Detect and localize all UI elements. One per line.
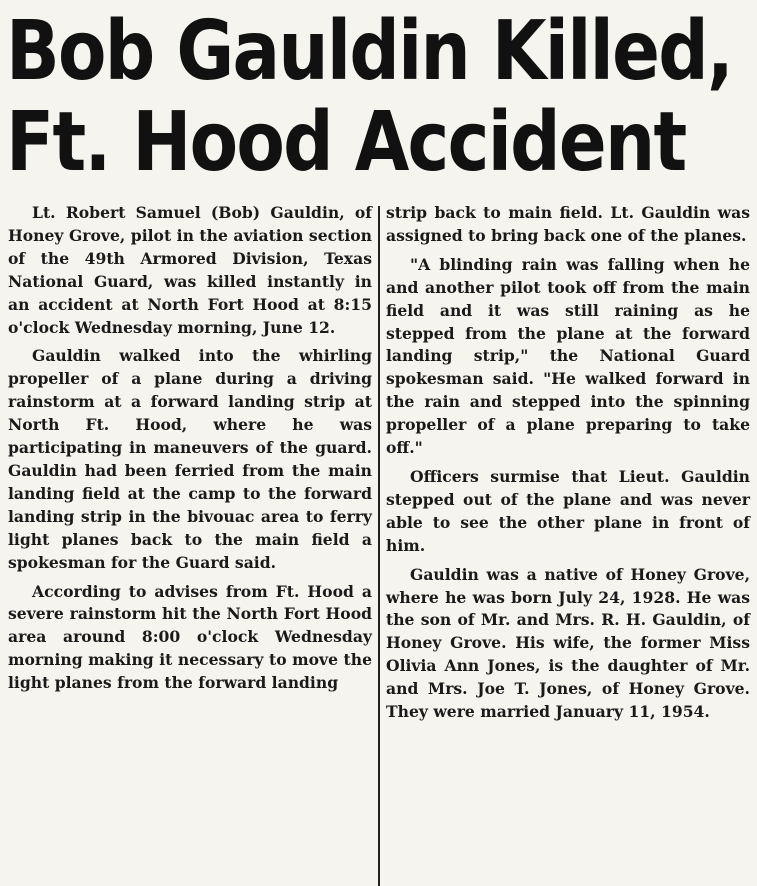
paragraph-intro: Lt. Robert Samuel (Bob) Gauldin, of Honey Grove, pilot in the aviation section of the 49th Armored Division, Texas National Guard, was killed instantly in an accident at North Fort Hood at 8:15 o'clock Wednesday morning, June 12. [8, 203, 372, 337]
column-divider [378, 206, 380, 886]
article-column-left [8, 202, 372, 701]
headline-line-1: Bob Gauldin Killed, [6, 4, 733, 99]
paragraph-accident: Gauldin walked into the whirling propeller of a plane during a driving rainstorm at a forward landing strip at North Ft. Hood, where he was participating in maneuvers of the guard. Gauldin had been ferried from the main landing field at the camp to the forward landing strip in the bivouac area to ferry light planes back to the main field a spokesman for the Guard said. [8, 346, 372, 572]
headline-line-2: Ft. Hood Accident [6, 95, 686, 190]
article-column-right [386, 202, 750, 730]
paragraph-biography: Gauldin was a native of Honey Grove, where he was born July 24, 1928. He was the son of Mr. and Mrs. R. H. Gauldin, of Honey Grove. His wife, the former Miss Olivia Ann Jones, is the daughter of Mr. and Mrs. Joe T. Jones, of Honey Grove. They were married January 11, 1954. [386, 564, 750, 722]
paragraph-continued: strip back to main field. Lt. Gauldin was assigned to bring back one of the planes. [386, 203, 750, 245]
paragraph-spokesman-quote: "A blinding rain was falling when he and another pilot took off from the main field and it was still raining as he stepped from the plane at the forward landing strip," the National Guard spokesman said. "He walked forward in the rain and stepped into the spinning propeller of a plane preparing to take off." [386, 254, 750, 458]
paragraph-rainstorm: According to advises from Ft. Hood a severe rainstorm hit the North Fort Hood area around 8:00 o'clock Wednesday morning making it necessary to move the light planes from the forward landing [8, 581, 372, 693]
headline [6, 4, 733, 190]
paragraph-officers: Officers surmise that Lieut. Gauldin stepped out of the plane and was never able to see the other plane in front of him. [386, 466, 750, 555]
